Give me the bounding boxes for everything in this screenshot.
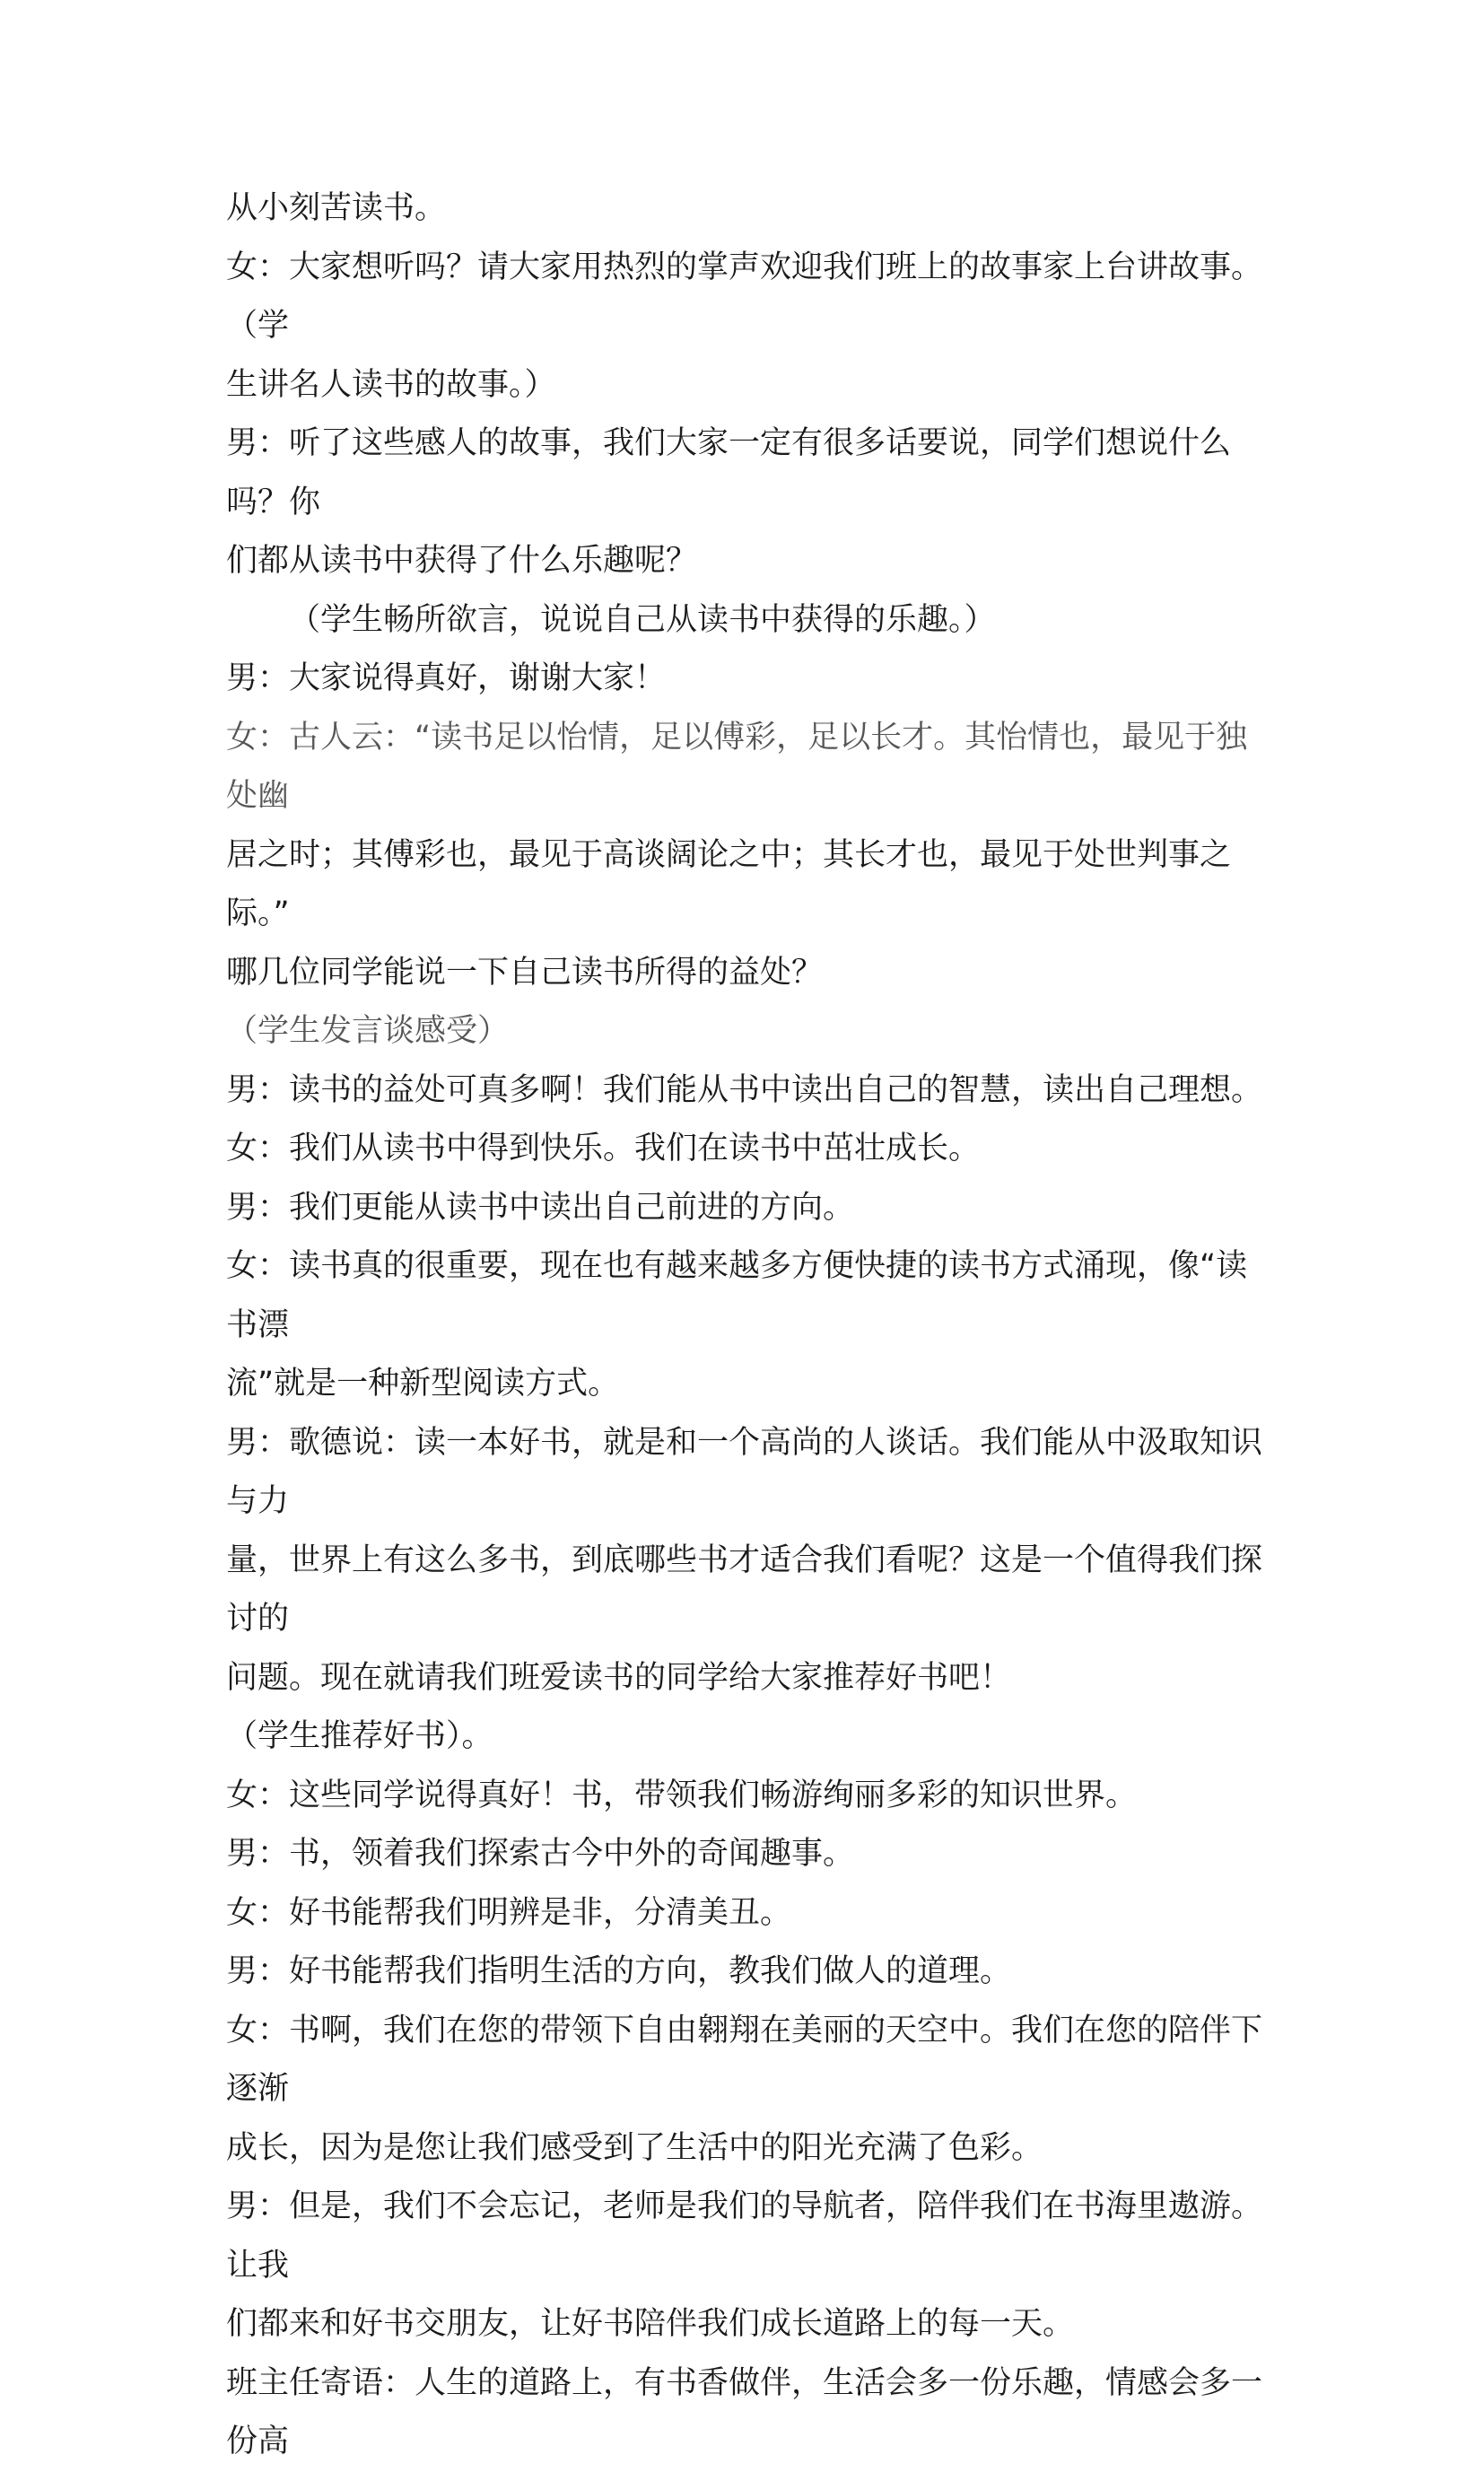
text-line: 从小刻苦读书。 xyxy=(226,190,447,226)
text-line: 哪几位同学能说一下自己读书所得的益处？ xyxy=(226,954,824,991)
text-line: 问题。现在就请我们班爱读书的同学给大家推荐好书吧！ xyxy=(226,1659,1012,1696)
text-line: 成长，因为是您让我们感受到了生活中的阳光充满了色彩。 xyxy=(226,2129,1043,2166)
text-line: 班主任寄语：人生的道路上，有书香做伴，生活会多一份乐趣，情感会多一份高 xyxy=(226,2364,1263,2459)
text-line: 男：我们更能从读书中读出自己前进的方向。 xyxy=(226,1189,855,1226)
stage-direction: （学生发言谈感受） xyxy=(226,1013,510,1049)
text-line: 男：歌德说：读一本好书，就是和一个高尚的人谈话。我们能从中汲取知识与力 xyxy=(226,1424,1263,1519)
text-line: 女：这些同学说得真好！书，带领我们畅游绚丽多彩的知识世界。 xyxy=(226,1777,1138,1813)
text-line: 女：大家想听吗？请大家用热烈的掌声欢迎我们班上的故事家上台讲故事。（学 xyxy=(226,249,1263,344)
text-line: 流”就是一种新型阅读方式。 xyxy=(226,1366,620,1402)
text-line: 量，世界上有这么多书，到底哪些书才适合我们看呢？这是一个值得我们探讨的 xyxy=(226,1542,1263,1637)
text-line: 生讲名人读书的故事。） xyxy=(226,366,556,403)
text-line: 男：大家说得真好，谢谢大家！ xyxy=(226,660,667,696)
stage-direction: （学生推荐好书）。 xyxy=(226,1718,493,1754)
text-line: 居之时；其傅彩也，最见于高谈阔论之中；其长才也，最见于处世判事之际。” xyxy=(226,836,1232,931)
text-line: 男：但是，我们不会忘记，老师是我们的导航者，陪伴我们在书海里遨游。让我 xyxy=(226,2188,1263,2284)
text-line: 女：我们从读书中得到快乐。我们在读书中茁壮成长。 xyxy=(226,1131,981,1166)
stage-direction: （学生畅所欲言，说说自己从读书中获得的乐趣。） xyxy=(289,601,996,638)
quote-line: 女：古人云：“读书足以怡情，足以傅彩，足以长才。其怡情也，最见于独处幽 xyxy=(226,719,1248,814)
text-line: 们都从读书中获得了什么乐趣呢？ xyxy=(226,543,698,579)
text-line: 男：听了这些感人的故事，我们大家一定有很多话要说，同学们想说什么吗？你 xyxy=(226,425,1232,520)
text-line: 男：书，领着我们探索古今中外的奇闻趣事。 xyxy=(226,1836,855,1872)
document-body xyxy=(226,179,1276,2472)
text-line: 女：读书真的很重要，现在也有越来越多方便快捷的读书方式涌现，像“读书漂 xyxy=(226,1248,1248,1343)
text-line: 男：读书的益处可真多啊！我们能从书中读出自己的智慧，读出自己理想。 xyxy=(226,1071,1263,1108)
text-line: 女：书啊，我们在您的带领下自由翱翔在美丽的天空中。我们在您的陪伴下逐渐 xyxy=(226,2012,1263,2107)
text-line: 们都来和好书交朋友，让好书陪伴我们成长道路上的每一天。 xyxy=(226,2306,1075,2342)
text-line: 男：好书能帮我们指明生活的方向，教我们做人的道理。 xyxy=(226,1953,1012,1989)
text-line: 女：好书能帮我们明辨是非，分清美丑。 xyxy=(226,1894,792,1931)
